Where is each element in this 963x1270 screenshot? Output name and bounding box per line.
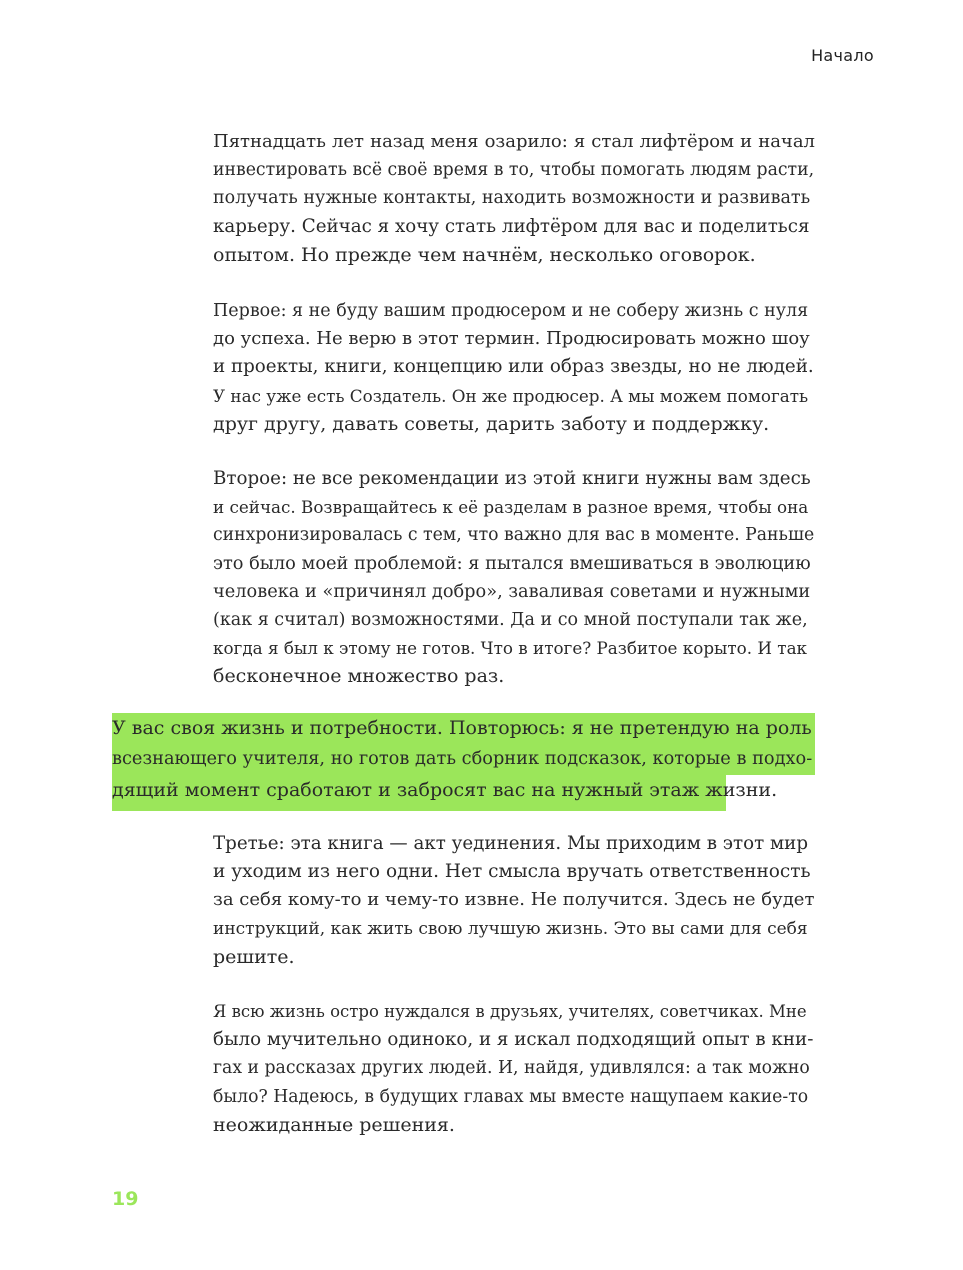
text-line: и уходим из него одни. Нет смысла вручать ответственность — [213, 861, 811, 883]
quote-line: дящий момент сработают и забросят вас на нужный этаж жизни. — [112, 779, 778, 801]
text-line: это было моей проблемой: я пытался вмешиваться в эволюцию — [213, 553, 811, 574]
text-line: и сейчас. Возвращайтесь к её разделам в разное время, чтобы она — [213, 497, 809, 518]
highlighted-quote — [112, 713, 815, 806]
text-line: когда я был к этому не готов. Что в итоге? Разбитое корыто. И так — [213, 638, 808, 659]
text-line: друг другу, давать советы, дарить заботу и поддержку. — [213, 412, 770, 435]
text-line: Я всю жизнь остро нуждался в друзьях, учителях, советчиках. Мне — [213, 1002, 807, 1021]
text-line: опытом. Но прежде чем начнём, несколько оговорок. — [213, 243, 756, 266]
text-line: карьеру. Сейчас я хочу стать лифтёром для вас и поделиться — [213, 215, 810, 237]
text-line: инструкций, как жить свою лучшую жизнь. Это вы сами для себя — [213, 918, 808, 939]
text-line: Пятнадцать лет назад меня озарило: я стал лифтёром и начал — [213, 131, 815, 152]
text-line: получать нужные контакты, находить возможности и развивать — [213, 188, 811, 209]
text-line: инвестировать всё своё время в то, чтобы помогать людям расти, — [213, 160, 815, 181]
page-number: 19 — [112, 1188, 139, 1210]
text-line: за себя кому-то и чему-то извне. Не получится. Здесь не будет — [213, 889, 815, 911]
quote-line: всезнающего учителя, но готов дать сборник подсказок, которые в подхо- — [112, 749, 813, 769]
running-head: Начало — [811, 46, 874, 65]
paragraph-closing — [213, 998, 815, 1139]
text-line: бесконечное множество раз. — [213, 665, 505, 688]
paragraph-first — [213, 297, 815, 438]
paragraph-third — [213, 830, 815, 971]
text-line: было? Надеюсь, в будущих главах мы вместе нащупаем какие-то — [213, 1086, 809, 1107]
text-line: до успеха. Не верю в этот термин. Продюсировать можно шоу — [213, 328, 810, 350]
text-line: У нас уже есть Создатель. Он же продюсер. А мы можем помогать — [213, 385, 809, 406]
text-line: (как я считал) возможностями. Да и со мной поступали так же, — [213, 610, 808, 631]
quote-line: У вас своя жизнь и потребности. Повторюсь: я не претендую на роль — [112, 717, 812, 739]
text-line: человека и «причинял добро», заваливая советами и нужными — [213, 581, 811, 602]
text-line: было мучительно одиноко, и я искал подходящий опыт в кни- — [213, 1029, 814, 1051]
text-line: неожиданные решения. — [213, 1113, 455, 1136]
text-line: Первое: я не буду вашим продюсером и не соберу жизнь с нуля — [213, 301, 809, 321]
text-line: и проекты, книги, концепцию или образ звезды, но не людей. — [213, 356, 814, 378]
text-line: гах и рассказах других людей. И, найдя, удивлялся: а так можно — [213, 1058, 810, 1079]
text-line: Третье: эта книга — акт уединения. Мы приходим в этот мир — [213, 833, 809, 854]
text-line: Второе: не все рекомендации из этой книги нужны вам здесь — [213, 468, 811, 489]
text-line: решите. — [213, 945, 295, 968]
paragraph-intro — [213, 128, 815, 269]
text-line: синхронизировалась с тем, что важно для вас в моменте. Раньше — [213, 525, 815, 546]
paragraph-second — [213, 465, 815, 691]
